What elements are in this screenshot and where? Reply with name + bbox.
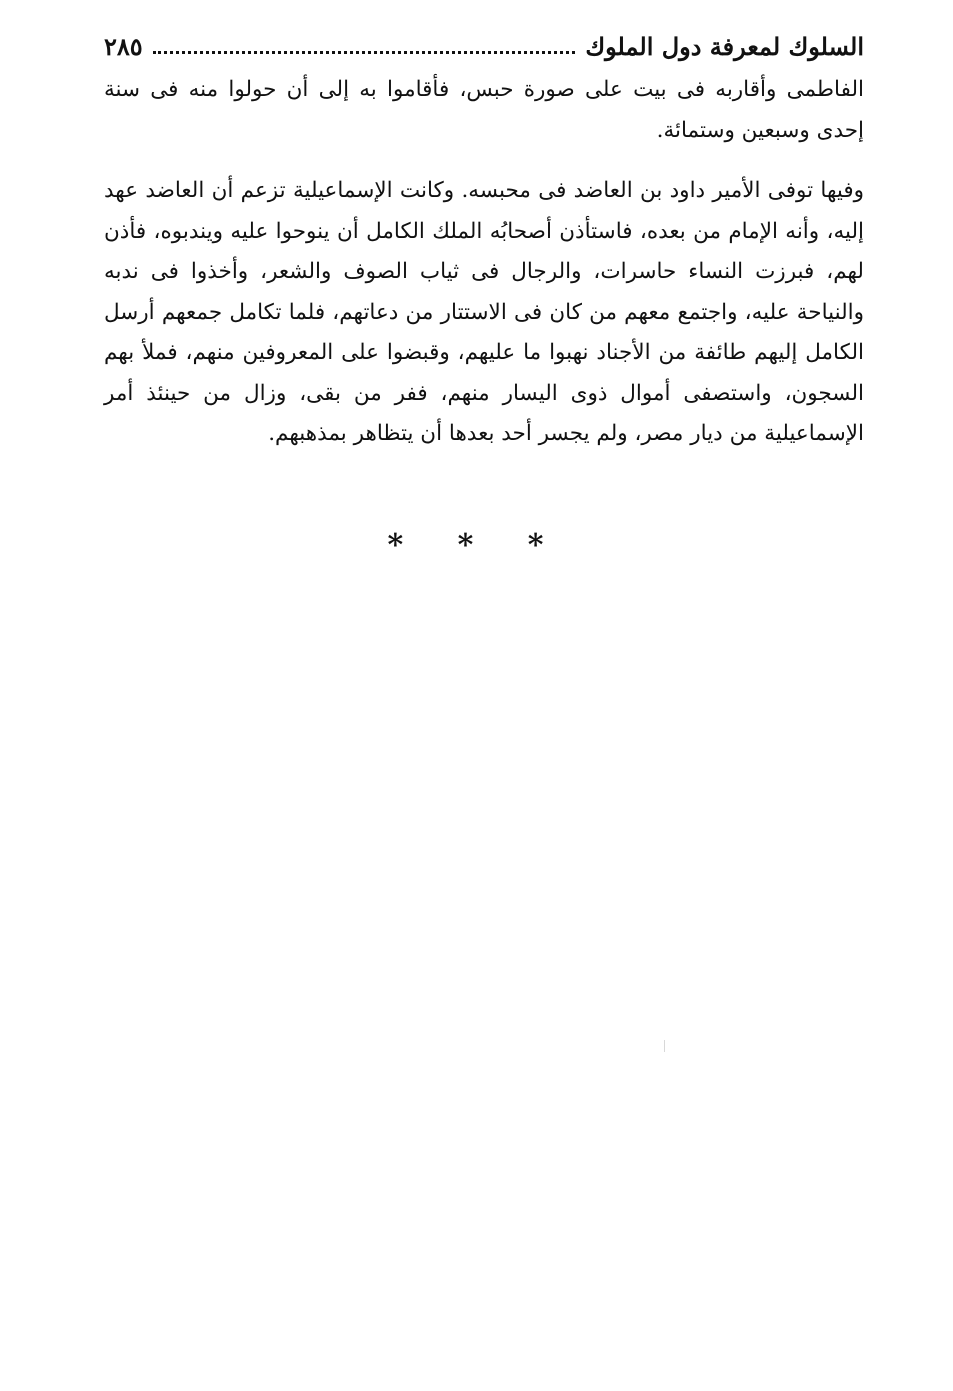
section-separator: * * * bbox=[387, 528, 566, 563]
book-title: السلوك لمعرفة دول الملوك bbox=[585, 31, 864, 61]
dot-leader bbox=[153, 51, 576, 54]
page-number: ٢٨٥ bbox=[104, 31, 143, 61]
running-header bbox=[104, 26, 864, 66]
scan-speck bbox=[664, 1040, 665, 1052]
paragraph-continuation bbox=[104, 70, 864, 151]
paragraph-main bbox=[104, 171, 864, 455]
paragraph-text: وفيها توفى الأمير داود بن العاضد فى محبسه. وكانت الإسماعيلية تزعم أن العاضد عهد إليه، وأنه الإمام من بعده، فاستأذن أصحابُه الملك الكامل أن ينوحوا عليه ويندبوه، فأذن لهم، فبرزت النساء حاسرات، والرجال فى ثياب الصوف والشعر، وأخذوا فى ندبه والنياحة عليه، واجتمع معهم من كان فى الاستتار من دعاتهم، فلما تكامل جمعهم أرسل الكامل إليهم طائفة من الأجناد نهبوا ما عليهم، وقبضوا على المعروفين منهم، فملأ بهم السجون، واستصفى أموال ذوى اليسار منهم، ففر من بقى، وزال من حينئذ أمر الإسماعيلية من ديار مصر، ولم يجسر أحد بعدها أن يتظاهر بمذهبهم. bbox=[104, 178, 864, 446]
paragraph-text: الفاطمى وأقاربه فى بيت على صورة حبس، فأقاموا به إلى أن حولوا منه فى سنة إحدى وسبعين وستمائة. bbox=[104, 77, 864, 143]
